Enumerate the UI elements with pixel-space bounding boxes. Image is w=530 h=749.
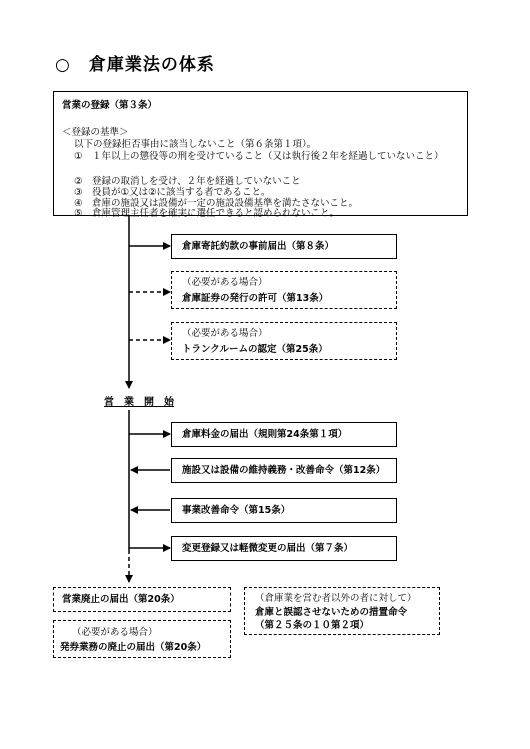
- pre-business-box: [171, 234, 397, 259]
- criteria-item: ② 登録の取消しを受け、２年を経過していないこと: [74, 176, 301, 187]
- closure-sub-note: （必要がある場合）: [72, 627, 158, 638]
- closure-sub-label: 発券業務の廃止の届出（第20条）: [60, 642, 207, 653]
- post-business-label: 変更登録又は軽微変更の届出（第７条）: [182, 543, 354, 554]
- pre-business-note: （必要がある場合）: [182, 328, 268, 339]
- pre-business-box-optional: [171, 271, 397, 309]
- closure-box: [53, 587, 231, 612]
- closure-label: 営業廃止の届出（第20条）: [62, 594, 180, 605]
- criteria-item: ① １年以上の懲役等の刑を受けていること（又は執行後２年を経過していないこと）: [74, 151, 444, 162]
- others-note: （倉庫業を営む者以外の者に対して）: [255, 593, 417, 604]
- others-label-2: （第２５条の１０第２項）: [255, 620, 370, 631]
- post-business-box: [171, 458, 397, 483]
- pre-business-box-optional: [171, 322, 397, 360]
- post-business-label: 施設又は設備の維持義務・改善命令（第12条）: [182, 465, 386, 476]
- post-business-label: 事業改善命令（第15条）: [182, 505, 291, 516]
- business-start-label: 営 業 開 始: [104, 397, 174, 408]
- post-business-label: 倉庫料金の届出（規則第24条第１項）: [182, 429, 348, 440]
- post-business-box: [171, 422, 397, 447]
- criteria-item: ⑤ 倉庫管理主任者を確実に選任できると認められないこと。: [74, 208, 340, 219]
- others-box: [244, 587, 440, 635]
- page-title: ○ 倉庫業法の体系: [55, 55, 215, 75]
- post-business-box: [171, 536, 397, 561]
- pre-business-label: 倉庫寄託約款の事前届出（第８条）: [182, 241, 335, 252]
- criteria-item: ④ 倉庫の施設又は設備が一定の施設設備基準を満たさないこと。: [74, 198, 359, 209]
- criteria-item: ③ 役員が①又は②に該当する者であること。: [74, 187, 271, 198]
- pre-business-note: （必要がある場合）: [182, 277, 268, 288]
- pre-business-label: 倉庫証券の発行の許可（第13条）: [182, 293, 329, 304]
- criteria-intro: 以下の登録拒否事由に該当しないこと（第６条第１項）。: [74, 139, 317, 150]
- registration-heading: 営業の登録（第３条）: [62, 100, 158, 111]
- criteria-heading: ＜登録の基準＞: [62, 127, 129, 138]
- others-label: 倉庫と誤認させないための措置命令: [255, 607, 408, 618]
- closure-sub-box: [53, 620, 231, 658]
- pre-business-label: トランクルームの認定（第25条）: [182, 344, 328, 355]
- post-business-box: [171, 498, 397, 523]
